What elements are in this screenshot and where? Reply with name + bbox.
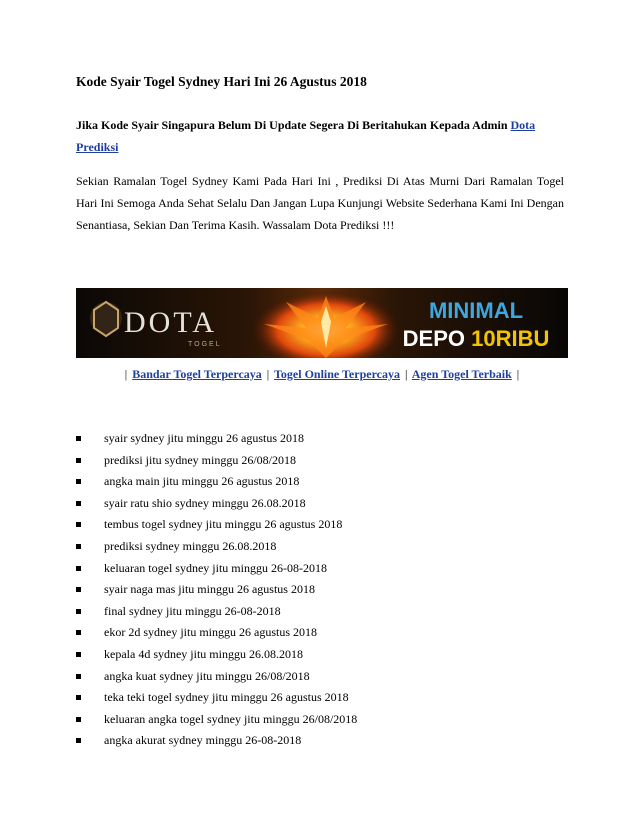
list-item-text: syair ratu shio sydney minggu 26.08.2018 xyxy=(104,495,306,510)
link-bandar-togel-terpercaya[interactable]: Bandar Togel Terpercaya xyxy=(132,367,262,381)
bullet-icon xyxy=(76,738,81,743)
list-item xyxy=(76,687,357,709)
list-item-text: keluaran angka togel sydney jitu minggu 26/08/2018 xyxy=(104,711,358,726)
list-item xyxy=(76,493,357,515)
bullet-icon xyxy=(76,479,81,484)
list-item xyxy=(76,428,357,450)
list-item-text: angka main jitu minggu 26 agustus 2018 xyxy=(104,474,300,489)
list-item-text: angka kuat sydney jitu minggu 26/08/2018 xyxy=(104,668,310,683)
list-item-text: ekor 2d sydney jitu minggu 26 agustus 2018 xyxy=(104,625,317,640)
link-separator: | xyxy=(516,367,520,381)
banner-logo-text: DOTA xyxy=(124,306,217,339)
bullet-icon xyxy=(76,587,81,592)
banner-promo-amount: 10RIBU xyxy=(471,326,550,351)
list-item-text: keluaran togel sydney jitu minggu 26-08-2018 xyxy=(104,560,327,575)
admin-notice-text: Jika Kode Syair Singapura Belum Di Update Segera Di Beritahukan Kepada Admin xyxy=(76,118,508,132)
list-item xyxy=(76,601,357,623)
bullet-icon xyxy=(76,609,81,614)
list-item xyxy=(76,536,357,558)
list-item xyxy=(76,709,357,731)
bullet-icon xyxy=(76,458,81,463)
banner-promo-depo: DEPO xyxy=(402,326,472,351)
bullet-icon xyxy=(76,630,81,635)
keyword-list xyxy=(76,428,357,752)
bullet-icon xyxy=(76,695,81,700)
list-item xyxy=(76,514,357,536)
list-item-text: syair sydney jitu minggu 26 agustus 2018 xyxy=(104,431,304,445)
list-item-text: tembus togel sydney jitu minggu 26 agustus 2018 xyxy=(104,517,343,532)
list-item xyxy=(76,558,357,580)
admin-notice xyxy=(76,114,564,158)
list-item xyxy=(76,622,357,644)
list-item-text: teka teki togel sydney jitu minggu 26 agustus 2018 xyxy=(104,690,349,705)
banner-logo-sub: TOGEL xyxy=(188,341,222,348)
link-togel-online-terpercaya[interactable]: Togel Online Terpercaya xyxy=(274,367,401,381)
closing-paragraph: Sekian Ramalan Togel Sydney Kami Pada Hari Ini , Prediksi Di Atas Murni Dari Ramalan Togel Hari Ini Semoga Anda Sehat Selalu Dan Jangan Lupa Kunjungi Website Sederhana Kami Ini Dengan Senantiasa, Sekian Dan Terima Kasih. Wassalam Dota Prediksi !!! xyxy=(76,174,564,232)
list-item xyxy=(76,579,357,601)
list-item-text: angka akurat sydney minggu 26-08-2018 xyxy=(104,733,302,748)
link-agen-togel-terbaik[interactable]: Agen Togel Terbaik xyxy=(411,367,512,381)
link-separator: | xyxy=(124,367,128,381)
list-item xyxy=(76,471,357,493)
bullet-icon xyxy=(76,436,81,441)
bullet-icon xyxy=(76,566,81,571)
bullet-icon xyxy=(76,652,81,657)
list-item-text: syair naga mas jitu minggu 26 agustus 2018 xyxy=(104,582,315,597)
link-separator: | xyxy=(405,367,408,381)
list-item xyxy=(76,450,357,472)
bullet-icon xyxy=(76,501,81,506)
banner-graphic xyxy=(76,288,568,358)
dota-prediksi-link[interactable]: Dota Prediksi xyxy=(76,118,536,154)
list-item xyxy=(76,644,357,666)
bullet-icon xyxy=(76,544,81,549)
bullet-icon xyxy=(76,717,81,722)
banner-promo-line2 xyxy=(403,326,550,351)
banner-promo-line1: MINIMAL xyxy=(428,298,524,323)
list-item-text: prediksi jitu sydney minggu 26/08/2018 xyxy=(104,452,296,467)
dota-togel-banner[interactable] xyxy=(76,288,568,358)
list-item-text: prediksi sydney minggu 26.08.2018 xyxy=(104,538,277,553)
list-item-text: final sydney jitu minggu 26-08-2018 xyxy=(104,603,281,618)
list-item xyxy=(76,666,357,688)
partner-links-row xyxy=(76,367,568,382)
bullet-icon xyxy=(76,674,81,679)
list-item-text: kepala 4d sydney jitu minggu 26.08.2018 xyxy=(104,646,303,661)
bullet-icon xyxy=(76,522,81,527)
link-separator: | xyxy=(266,367,270,381)
page-title: Kode Syair Togel Sydney Hari Ini 26 Agustus 2018 xyxy=(76,74,367,89)
list-item xyxy=(76,730,357,752)
